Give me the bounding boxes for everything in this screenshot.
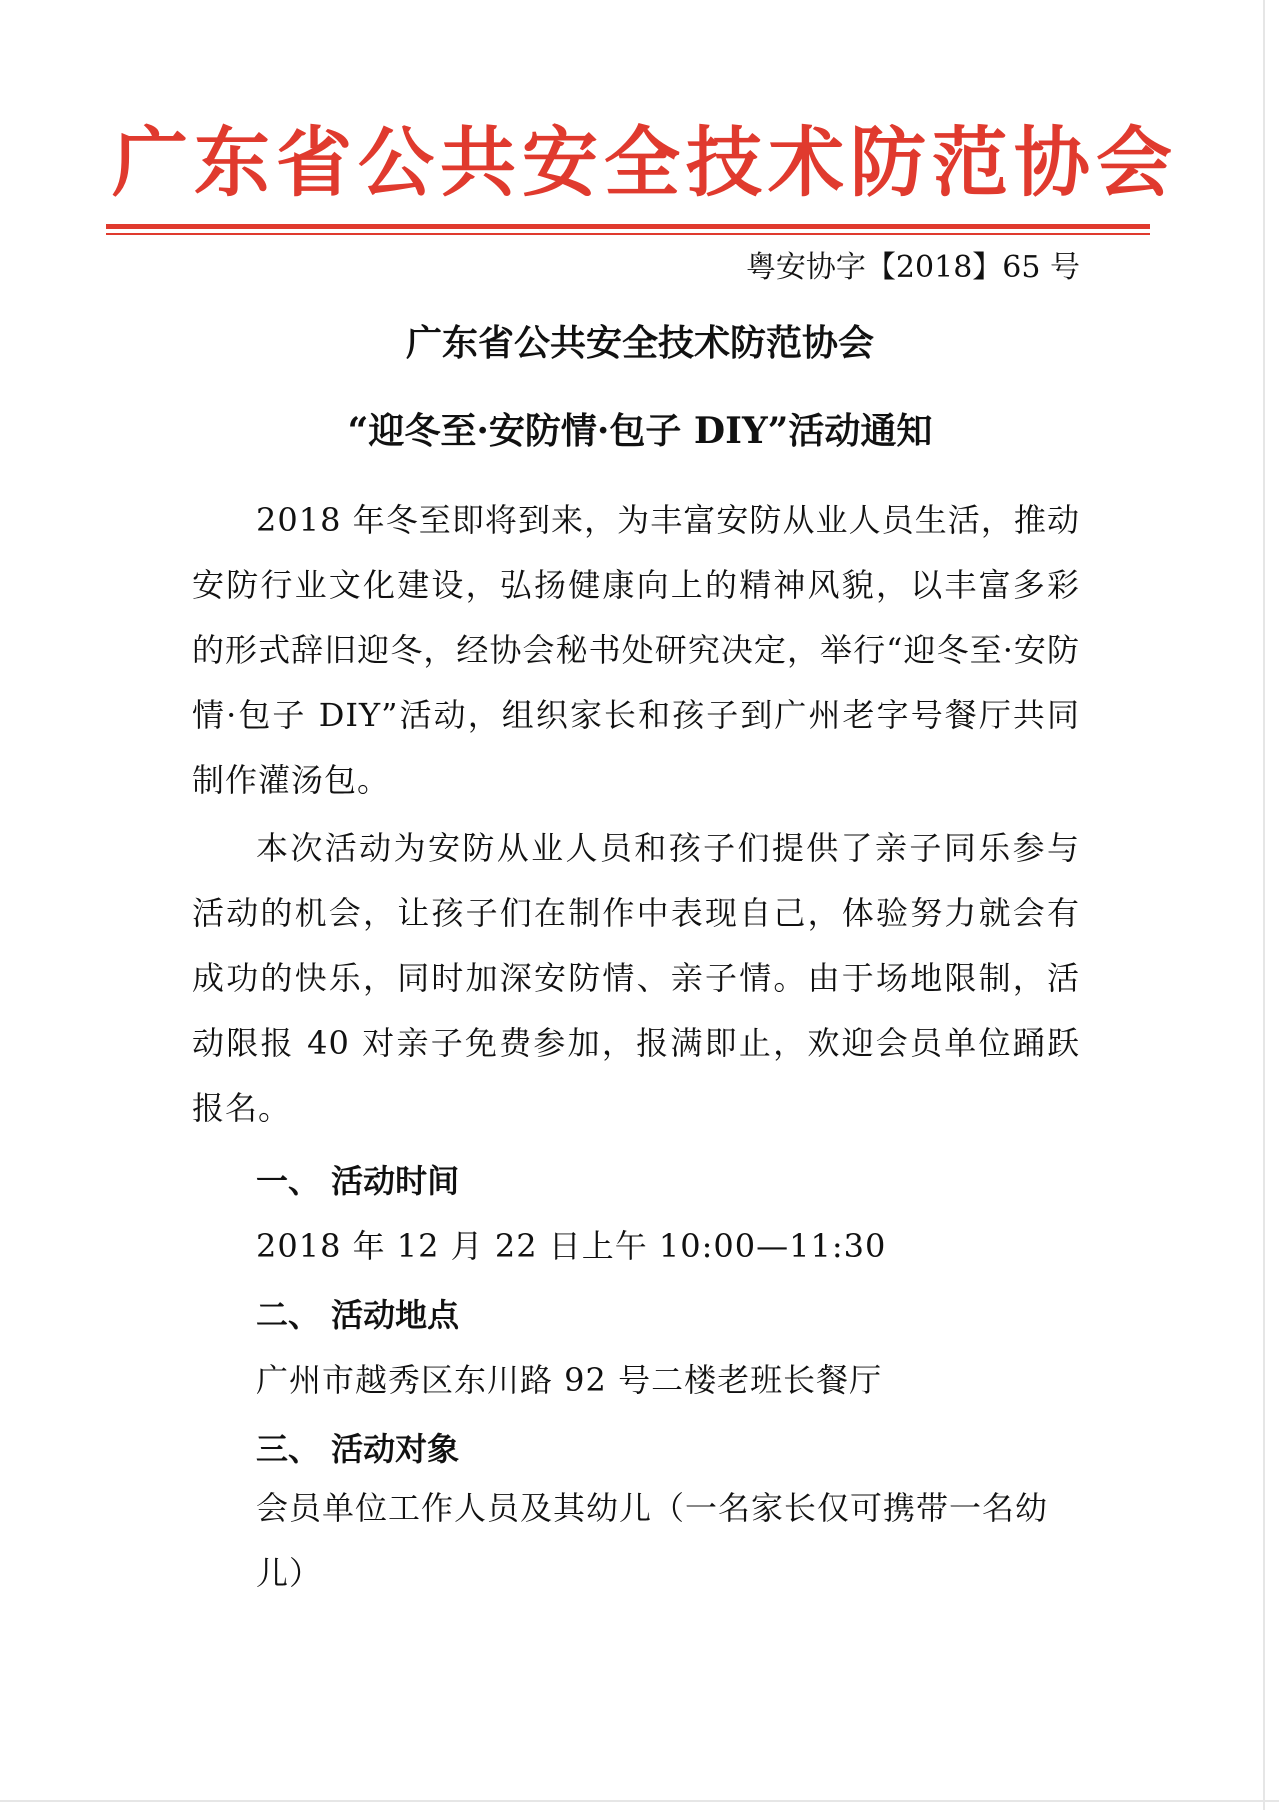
document-number: 粤安协字【2018】65 号: [745, 250, 1080, 285]
notice-title-line-1: 广东省公共安全技术防范协会: [405, 322, 874, 364]
section-content-participants: 会员单位工作人员及其幼儿（一名家长仅可携带一名幼儿）: [256, 1489, 1049, 1592]
section-content-location: 广州市越秀区东川路 92 号二楼老班长餐厅: [256, 1361, 883, 1399]
section-content-time: 2018 年 12 月 22 日上午 10:00—11:30: [256, 1227, 887, 1265]
body-paragraph-1: 2018 年冬至即将到来，为丰富安防从业人员生活，推动安防行业文化建设，弘扬健康向上的精神风貌，以丰富多彩的形式辞旧迎冬，经协会秘书处研究决定，举行“迎冬至·安防情·包子 DIY”活动，组织家长和孩子到广州老字号餐厅共同制作灌汤包。: [192, 501, 1080, 799]
notice-title-line-2: “迎冬至·安防情·包子 DIY”活动通知: [347, 410, 933, 452]
scan-edge-right: [1263, 0, 1265, 1810]
organization-letterhead: 广东省公共安全技术防范协会: [112, 118, 1178, 207]
section-heading-time: 一、 活动时间: [256, 1162, 460, 1200]
letterhead-rule-thick: [106, 224, 1150, 229]
scan-edge-bottom: [0, 1800, 1279, 1802]
section-heading-participants: 三、 活动对象: [256, 1430, 460, 1468]
letterhead-rule-thin: [106, 233, 1150, 235]
body-paragraph-2: 本次活动为安防从业人员和孩子们提供了亲子同乐参与活动的机会，让孩子们在制作中表现自己，体验努力就会有成功的快乐，同时加深安防情、亲子情。由于场地限制，活动限报 40 对亲子免费参加，报满即止，欢迎会员单位踊跃报名。: [192, 829, 1080, 1127]
section-heading-location: 二、 活动地点: [256, 1296, 460, 1334]
